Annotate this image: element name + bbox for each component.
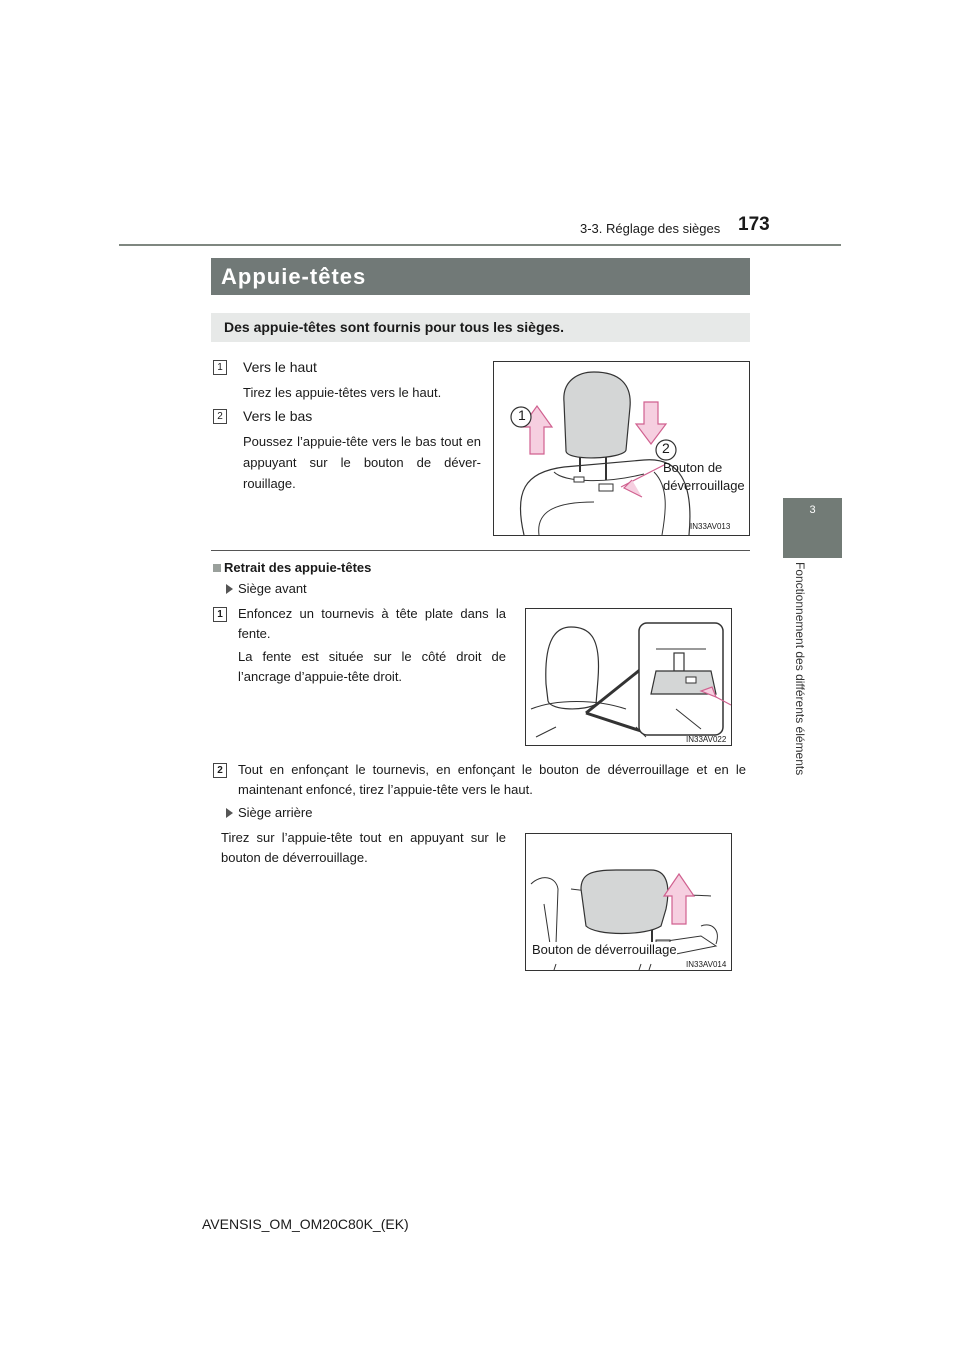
item-text: Tirez les appuie-têtes vers le haut. <box>243 385 442 400</box>
section-divider <box>211 550 750 551</box>
front-headrest-illustration <box>526 609 731 745</box>
front-seat-figure <box>525 608 732 746</box>
intro-text: Des appuie-têtes sont fournis pour tous les sièges. <box>211 313 750 342</box>
item-title: Vers le bas <box>243 408 313 424</box>
page-number: 173 <box>738 214 770 235</box>
rear-seat-text: Tirez sur l’appuie-tête tout en appuyant sur le bouton de déverrouillage. <box>221 830 506 865</box>
step-text: Enfoncez un tournevis à tête plate dans la fente. <box>238 606 506 641</box>
header-rule <box>119 244 841 246</box>
item-number: 1 <box>213 360 227 375</box>
triangle-bullet-icon <box>226 808 233 818</box>
chapter-tab <box>783 498 842 558</box>
rear-seat-figure <box>525 833 732 971</box>
section-header: 3-3. Réglage des sièges <box>580 221 721 236</box>
triangle-bullet-icon <box>226 584 233 594</box>
figure-code: IN33AV013 <box>690 522 731 531</box>
subsection-heading: Retrait des appuie-têtes <box>224 560 372 575</box>
figure-callout-2: 2 <box>662 440 670 456</box>
chapter-title: Fonctionnement des différents éléments <box>793 562 807 776</box>
item-number: 2 <box>213 409 227 424</box>
step-note: La fente est située sur le côté droit de l’ancrage d’appuie-tête droit. <box>238 649 506 684</box>
page-title: Appuie-têtes <box>211 258 750 295</box>
release-button-label: Bouton de déverrouillage <box>532 942 677 957</box>
release-button-label: Bouton de <box>663 460 723 475</box>
item-title: Vers le haut <box>243 359 317 375</box>
step-text: Tout en enfonçant le tournevis, en enfonçant le bouton de déverrouillage et en le maintenant enfoncé, tirez l’appuie-tête vers le haut. <box>238 762 746 797</box>
figure-code: IN33AV022 <box>686 735 727 744</box>
release-button-label: déverrouillage <box>663 478 745 493</box>
figure-code: IN33AV014 <box>686 960 727 969</box>
headrest-illustration <box>494 362 749 535</box>
figure-callout-1: 1 <box>518 407 526 423</box>
chapter-number: 3 <box>809 504 816 516</box>
front-seat-label: Siège avant <box>238 581 307 596</box>
step-number: 2 <box>213 763 227 778</box>
headrest-adjust-figure <box>493 361 750 536</box>
item-text: Poussez l’appuie-tête vers le bas tout en appuyant sur le bouton de déver-rouillage. <box>243 434 481 491</box>
square-bullet-icon <box>213 564 221 572</box>
step-number: 1 <box>213 607 227 622</box>
footer-code: AVENSIS_OM_OM20C80K_(EK) <box>202 1216 409 1232</box>
rear-seat-label: Siège arrière <box>238 805 313 820</box>
